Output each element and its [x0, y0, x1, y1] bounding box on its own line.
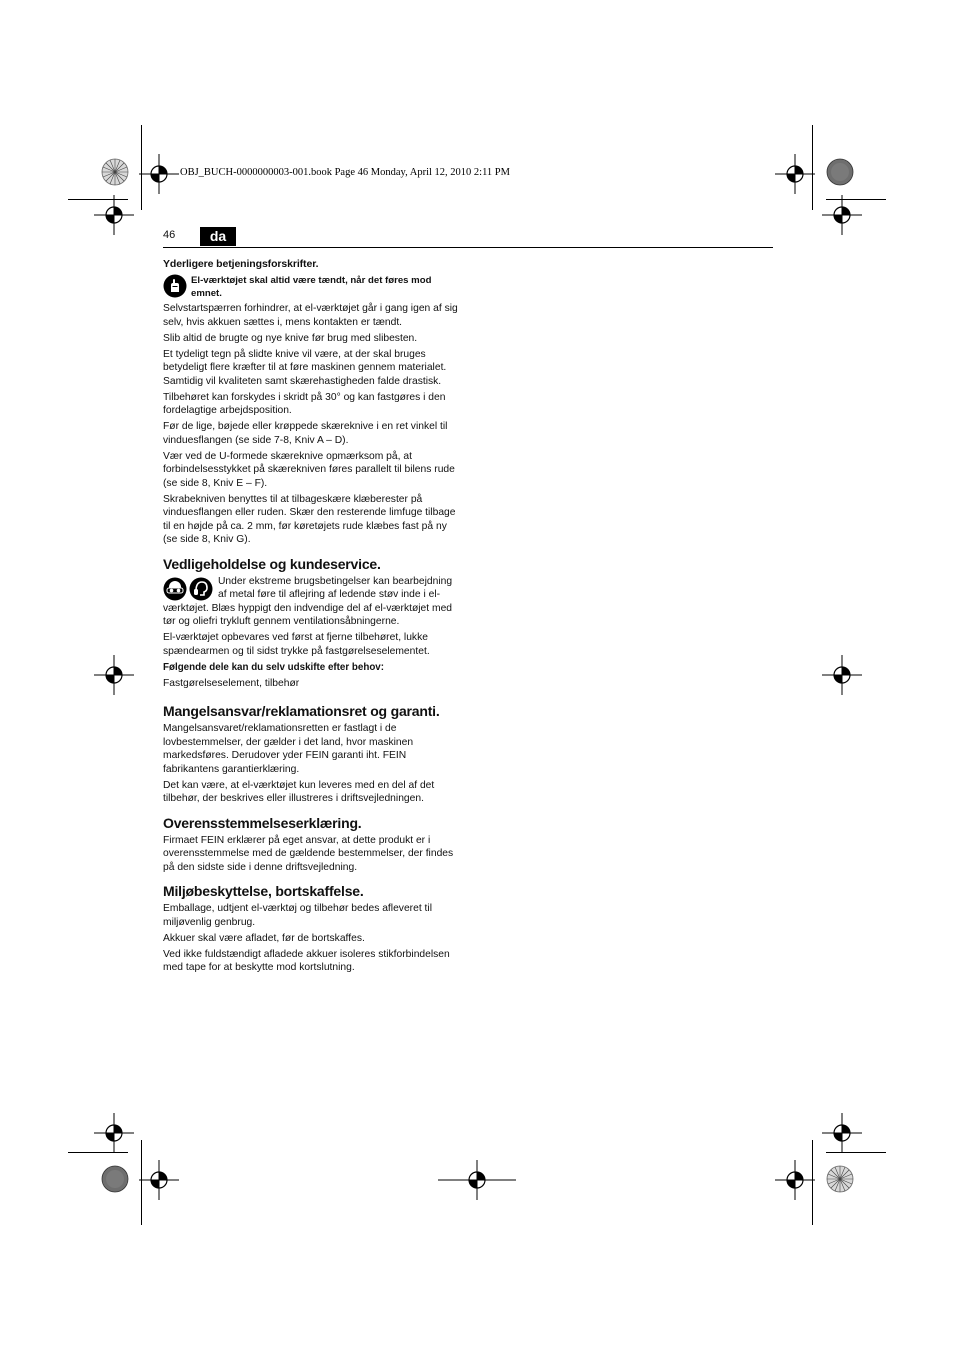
paragraph: Tilbehøret kan forskydes i skridt på 30° og kan fastgøres i den fordelagtige arbejdsposition.: [163, 391, 446, 416]
registration-mark-icon: [94, 655, 134, 695]
paragraph: Det kan være, at el-værktøjet kun leveres med en del af det tilbehør, der beskrives eller illustreres i driftsvejledningen.: [163, 779, 435, 804]
content-column: [163, 258, 460, 977]
registration-mark-icon: [139, 154, 179, 194]
section-subhead: Yderligere betjeningsforskrifter.: [163, 258, 319, 270]
registration-mark-icon: [139, 1160, 179, 1200]
registration-mark-icon: [822, 655, 862, 695]
paragraph: Selvstartspærren forhindrer, at el-værktøjet går i gang igen af sig selv, hvis akkuen sættes i, mens kontakten er tændt.: [163, 303, 458, 328]
paragraph: Ved ikke fuldstændigt afladede akkuer isoleres stikforbindelsen med tape for at beskytte mod kortslutning.: [163, 948, 450, 973]
page-number: 46: [163, 229, 176, 241]
warning-note: [163, 274, 460, 300]
goggles-icon: [163, 577, 187, 601]
hand-grip-icon: [163, 274, 187, 298]
registration-mark-icon: [438, 1160, 516, 1200]
registration-mark-icon: [775, 1160, 815, 1200]
warning-text: El-værktøjet skal altid være tændt, når det føres mod emnet.: [191, 275, 432, 299]
paragraph: Vær ved de U-formede skæreknive opmærksom på, at forbindelsesstykket på skærekniven føres parallelt til bilens rude (se side 8, Kniv E – F).: [163, 450, 455, 489]
language-badge: da: [200, 227, 236, 246]
maintenance-warning: [163, 575, 460, 629]
paragraph: Skrabekniven benyttes til at tilbageskære klæberester på vinduesflangen eller ruden. Skær den resterende limfuge tilbage til en højde på ca. 2 mm, før køretøjets rude klæbes fast på ny (se side 8, Kniv G).: [163, 493, 456, 545]
paragraph: Mangelsansvaret/reklamationsretten er fastlagt i de lovbestemmelser, der gælder i det land, hvor maskinen markedsføres. Derudover yder FEIN garanti iht. FEIN fabrikantens garantierklæring.: [163, 723, 414, 775]
grey-disc-icon: [826, 158, 854, 186]
parts-list: Fastgørelseselement, tilbehør: [163, 677, 300, 689]
header-rule: [163, 247, 773, 248]
paragraph: Under ekstreme brugsbetingelser kan bearbejdning af metal føre til aflejring af ledende støv inde i el-værktøjet. Blæs hyppigt den indvendige del af el-værktøjet med tør og oliefri trykluft gennem ventilationsåbningerne.: [163, 575, 453, 627]
paragraph: Før de lige, bøjede eller krøppede skæreknive i en ret vinkel til vinduesflangen (se side 7-8, Kniv A – D).: [163, 421, 448, 446]
paragraph: Emballage, udtjent el-værktøj og tilbehør bedes afleveret til miljøvenlig genbrug.: [163, 903, 432, 928]
registration-mark-icon: [94, 195, 134, 235]
registration-mark-icon: [822, 195, 862, 235]
section-title-maintenance: Vedligeholdelse og kundeservice.: [163, 555, 381, 572]
color-wheel-icon: [826, 1165, 854, 1193]
paragraph: Et tydeligt tegn på slidte knive vil være, at der skal bruges betydeligt flere kræfter til at føre maskinen gennem materialet. Samtidig vil kvaliteten samt skærehastigheden falde drastisk.: [163, 348, 447, 387]
registration-mark-icon: [775, 154, 815, 194]
section-title-environment: Miljøbeskyttelse, bortskaffelse.: [163, 883, 364, 899]
grey-disc-icon: [101, 1165, 129, 1193]
registration-mark-icon: [822, 1113, 862, 1153]
paragraph: El-værktøjet opbevares ved først at fjerne tilbehøret, lukke spændearmen og til sidst trykke på fastgørelseselementet.: [163, 632, 430, 657]
paragraph: Firmaet FEIN erklærer på eget ansvar, at dette produkt er i overensstemmelse med de gældende bestemmelser, der findes på den sidste side i denne driftsvejledning.: [163, 834, 454, 873]
section-title-warranty: Mangelsansvar/reklamationsret og garanti.: [163, 703, 440, 719]
registration-mark-icon: [94, 1113, 134, 1153]
paragraph: Slib altid de brugte og nye knive før brug med slibesten.: [163, 332, 418, 344]
print-info: OBJ_BUCH-0000000003-001.book Page 46 Monday, April 12, 2010 2:11 PM: [180, 167, 510, 178]
paragraph: Akkuer skal være afladet, før de bortskaffes.: [163, 932, 365, 944]
section-title-conformity: Overensstemmelseserklæring.: [163, 814, 362, 831]
hearing-protection-icon: [189, 577, 213, 601]
color-wheel-icon: [101, 158, 129, 186]
parts-label: Følgende dele kan du selv udskifte efter behov:: [163, 661, 385, 673]
